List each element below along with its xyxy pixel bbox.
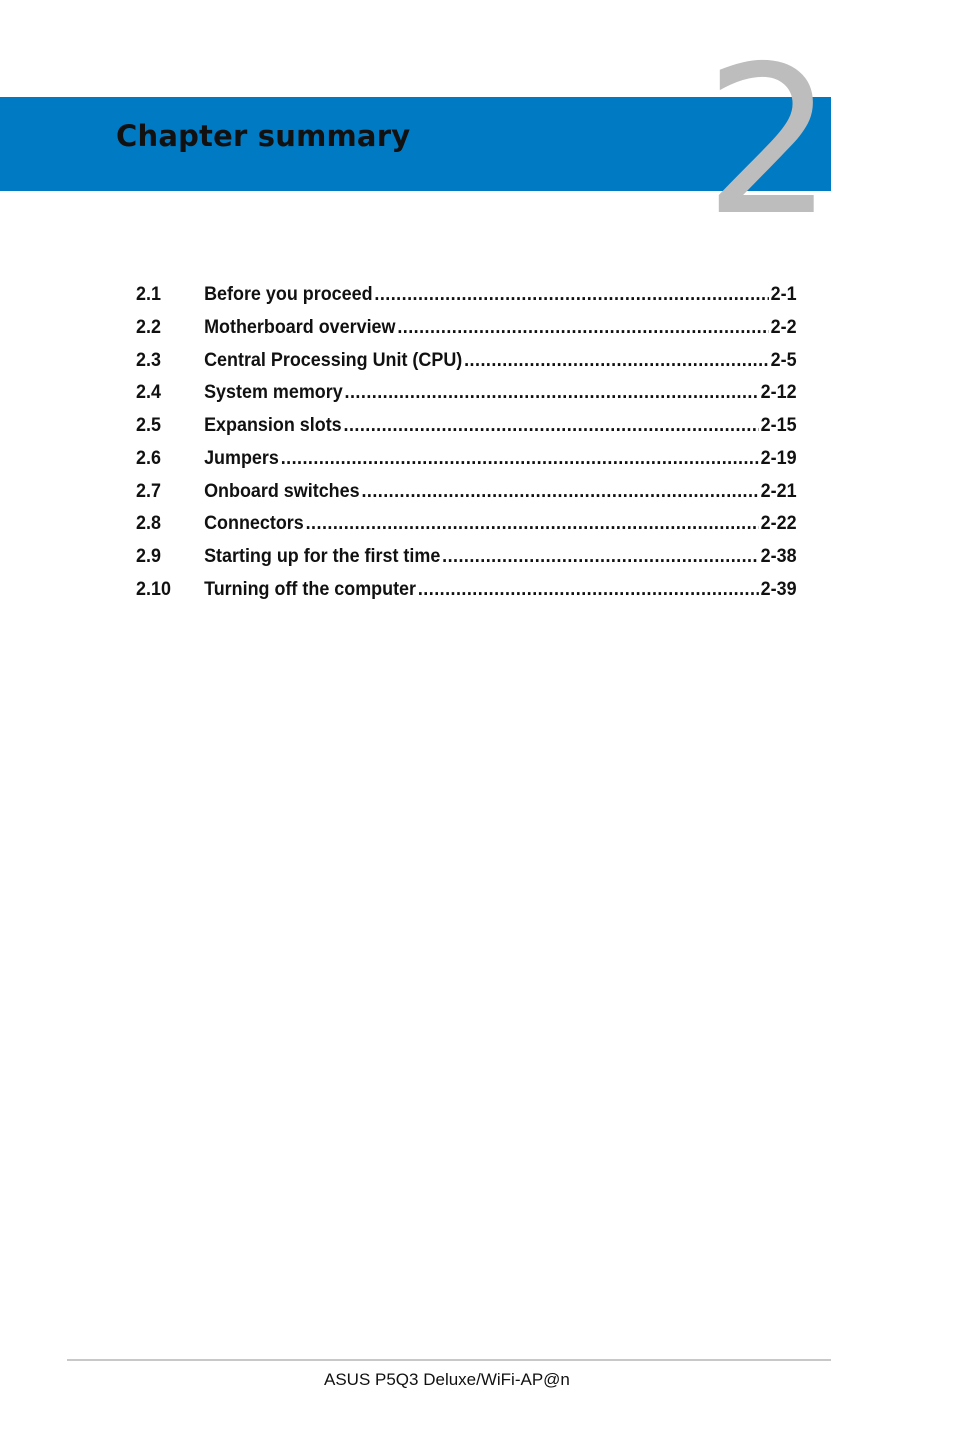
toc-entry-page: 2-19 bbox=[760, 446, 797, 469]
toc-entry-page: 2-5 bbox=[770, 348, 797, 371]
toc-entry-number: 2.1 bbox=[136, 283, 161, 305]
toc-entry-number: 2.8 bbox=[136, 512, 161, 535]
toc-dot-leader bbox=[418, 575, 759, 603]
toc-entry[interactable] bbox=[136, 509, 797, 542]
toc-entry-page: 2-15 bbox=[760, 414, 797, 436]
toc-dot-leader bbox=[374, 280, 768, 308]
toc-entry[interactable] bbox=[136, 346, 797, 379]
toc-entry[interactable] bbox=[136, 378, 797, 411]
toc-entry[interactable] bbox=[136, 280, 797, 313]
footer-divider bbox=[67, 1359, 831, 1361]
toc-entry-number: 2.7 bbox=[136, 479, 161, 502]
toc-entry-number: 2.5 bbox=[136, 414, 161, 436]
toc-entry-title: Before you proceed bbox=[204, 283, 373, 305]
toc-entry-page: 2-38 bbox=[760, 545, 797, 567]
toc-dot-leader bbox=[464, 346, 769, 374]
toc-entry-number: 2.4 bbox=[136, 381, 161, 404]
toc-entry-page: 2-1 bbox=[770, 283, 797, 305]
toc-entry-title: Jumpers bbox=[204, 446, 279, 469]
toc-entry-title: Motherboard overview bbox=[204, 315, 396, 338]
toc-entry[interactable] bbox=[136, 444, 797, 477]
toc-entry-title: Connectors bbox=[204, 512, 304, 535]
toc-entry-number: 2.10 bbox=[136, 577, 171, 600]
toc-entry[interactable] bbox=[136, 542, 797, 575]
toc-dot-leader bbox=[281, 444, 759, 472]
toc-entry-title: Starting up for the first time bbox=[204, 545, 441, 567]
toc-entry[interactable] bbox=[136, 313, 797, 346]
toc-entry-page: 2-21 bbox=[760, 479, 797, 502]
toc-dot-leader bbox=[442, 542, 759, 570]
toc-entry-number: 2.6 bbox=[136, 446, 161, 469]
toc-entry[interactable] bbox=[136, 575, 797, 608]
toc-entry[interactable] bbox=[136, 477, 797, 510]
chapter-title: Chapter summary bbox=[116, 119, 411, 153]
toc-dot-leader bbox=[345, 378, 759, 406]
toc-entry-page: 2-12 bbox=[760, 381, 797, 404]
toc-dot-leader bbox=[344, 411, 759, 439]
table-of-contents bbox=[136, 280, 797, 608]
toc-entry-title: Onboard switches bbox=[204, 479, 360, 502]
toc-entry-title: Central Processing Unit (CPU) bbox=[204, 348, 463, 371]
toc-dot-leader bbox=[397, 313, 768, 341]
toc-entry-page: 2-39 bbox=[760, 577, 797, 600]
toc-entry-page: 2-22 bbox=[760, 512, 797, 535]
toc-entry[interactable] bbox=[136, 411, 797, 444]
toc-entry-number: 2.2 bbox=[136, 315, 161, 338]
toc-entry-number: 2.9 bbox=[136, 545, 161, 567]
toc-entry-title: Expansion slots bbox=[204, 414, 342, 436]
toc-entry-number: 2.3 bbox=[136, 348, 161, 371]
chapter-number: 2 bbox=[703, 23, 829, 261]
toc-dot-leader bbox=[306, 509, 759, 537]
toc-entry-title: Turning off the computer bbox=[204, 577, 417, 600]
toc-entry-page: 2-2 bbox=[770, 315, 797, 338]
toc-dot-leader bbox=[361, 477, 758, 505]
toc-entry-title: System memory bbox=[204, 381, 343, 404]
footer-product-name: ASUS P5Q3 Deluxe/WiFi-AP@n bbox=[324, 1370, 570, 1389]
